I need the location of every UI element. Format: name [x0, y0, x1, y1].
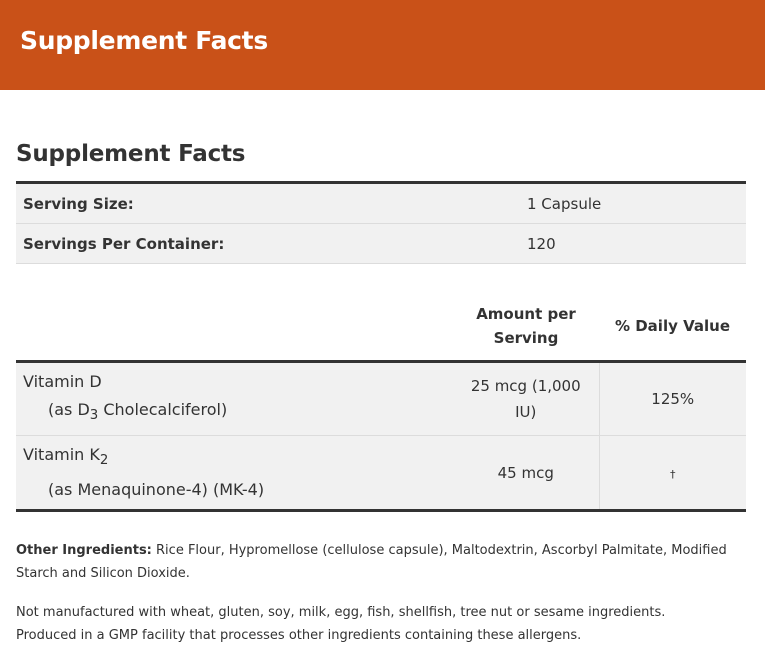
- header-banner: [0, 0, 765, 90]
- amount-per-serving-header: Amount per Serving: [453, 291, 599, 362]
- nutrient-table: [16, 291, 746, 512]
- banner-title: Supplement Facts: [20, 25, 268, 55]
- nutrient-name-subscript: 2: [99, 453, 109, 469]
- nutrient-name-prefix: Vitamin K: [23, 445, 100, 465]
- nutrient-row-vitamin-d: [16, 362, 746, 436]
- nutrient-source-suffix: Cholecalciferol): [98, 399, 228, 419]
- nutrient-amount: [453, 362, 599, 436]
- nutrient-name-cell: [16, 362, 453, 436]
- nutrient-source-subscript: 3: [89, 408, 99, 424]
- nutrient-header-row: [16, 291, 746, 362]
- serving-size-value: 1 Capsule: [527, 183, 746, 224]
- serving-size-row: [16, 183, 746, 224]
- nutrient-name: [23, 441, 453, 475]
- nutrient-name: Vitamin D: [23, 371, 102, 391]
- nutrient-header-blank: [16, 291, 453, 362]
- serving-size-label: Serving Size:: [16, 183, 527, 224]
- nutrient-daily-value: [599, 436, 746, 511]
- servings-per-container-label: Servings Per Container:: [16, 224, 527, 264]
- nutrient-source-prefix: (as D: [48, 399, 90, 419]
- serving-table: [16, 181, 746, 264]
- nutrient-name-cell: [16, 436, 453, 511]
- supplement-facts-section: [0, 90, 765, 647]
- nutrient-daily-value: 125%: [599, 362, 746, 436]
- allergen-line-1: Not manufactured with wheat, gluten, soy, milk, egg, fish, shellfish, tree nut or sesame ingredients.: [16, 605, 666, 620]
- daily-value-header: % Daily Value: [599, 291, 746, 362]
- nutrient-row-vitamin-k2: [16, 436, 746, 511]
- other-ingredients: [16, 539, 746, 585]
- allergen-line-2: Produced in a GMP facility that processes other ingredients containing these allergens.: [16, 628, 582, 643]
- ingredient-notes: [16, 539, 746, 647]
- other-ingredients-label: Other Ingredients:: [16, 543, 152, 558]
- other-ingredients-text: Rice Flour, Hypromellose (cellulose capsule), Maltodextrin, Ascorbyl Palmitate, Modified Starch and Silicon Dioxide.: [16, 543, 727, 581]
- nutrient-source: [23, 396, 453, 430]
- nutrient-amount: 45 mcg: [453, 436, 599, 511]
- allergen-statement: [16, 601, 746, 647]
- nutrient-amount-text: 25 mcg (1,000 IU): [470, 377, 581, 421]
- servings-per-container-row: [16, 224, 746, 264]
- section-title: Supplement Facts: [16, 141, 246, 167]
- dagger-symbol: †: [670, 467, 676, 481]
- nutrient-source: (as Menaquinone-4) (MK-4): [48, 479, 265, 499]
- servings-per-container-value: 120: [527, 224, 746, 264]
